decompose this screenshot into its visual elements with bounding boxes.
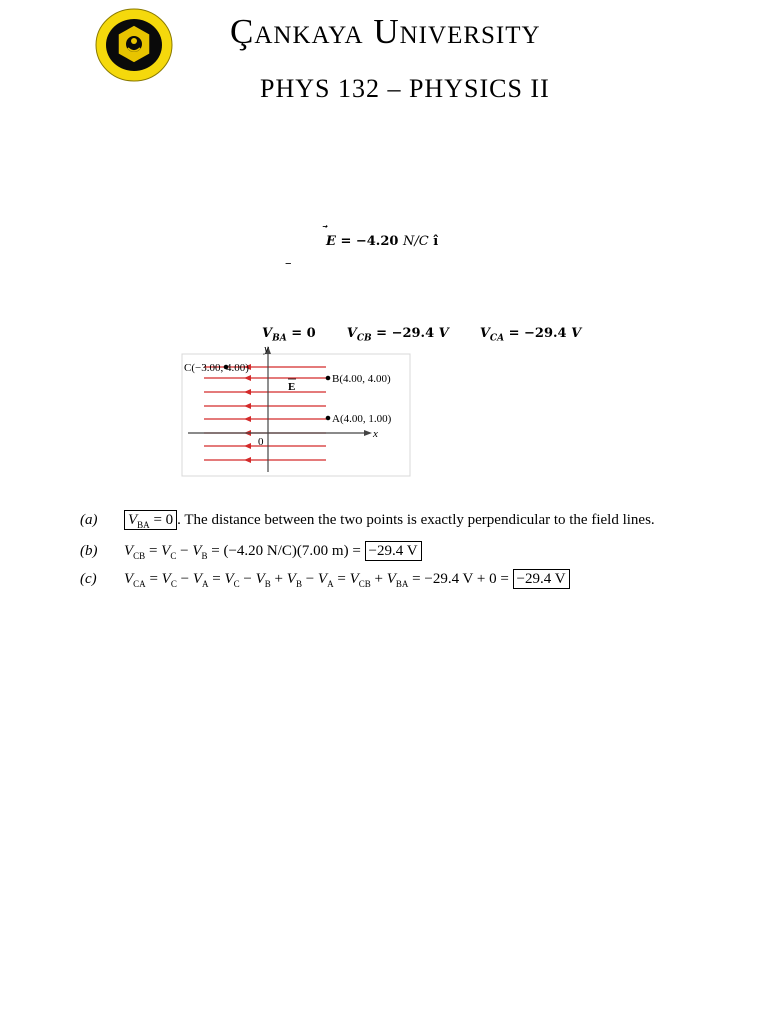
solution-b-rest: = (−4.20 N/C)(7.00 m) = xyxy=(207,543,365,559)
field-symbol: E xyxy=(326,234,336,249)
solution-b-result: −29.4 V xyxy=(365,541,422,561)
solution-b-label: (b) xyxy=(80,543,98,559)
solution-b: (b) $V_{CB} = V_C - V_B = (-4.20$ N/C)(7.00 m) = −29.4 V xyxy=(80,543,422,561)
vcb-unit: V xyxy=(438,326,449,341)
solution-a xyxy=(80,512,655,530)
vca-value: = −29.4 xyxy=(508,326,567,341)
vca-unit: V xyxy=(571,326,582,341)
point-b xyxy=(326,376,331,381)
dash-mark: – xyxy=(285,256,292,271)
solution-a-label: (a) xyxy=(80,512,98,528)
vcb-value: = −29.4 xyxy=(376,326,435,341)
x-axis-label: x xyxy=(373,428,378,440)
solution-c-rest: = −29.4 V + 0 = xyxy=(408,571,513,587)
answers-line xyxy=(262,326,581,344)
solution-a-answer: $V_{BA} = 0$ xyxy=(124,510,177,530)
solution-b-expr: = $V_C - V_B$ xyxy=(148,543,208,561)
solution-c: (c) $V_{CA} = V_C - V_A = V_C - V_B + V_B - V_A = V_{CB} + V_{BA} = -29.4$ V + 0 = −29.4 V xyxy=(80,571,570,589)
university-title: Çankaya University xyxy=(230,12,541,51)
point-b-label: B(4.00, 4.00) xyxy=(332,373,391,385)
university-logo xyxy=(95,8,173,82)
field-label: E xyxy=(288,381,296,393)
electric-field-equation xyxy=(326,234,438,249)
point-a-label: A(4.00, 1.00) xyxy=(332,413,392,425)
field-direction: î xyxy=(433,234,439,249)
vba-value: = 0 xyxy=(291,326,316,341)
point-c-label: C(−3.00, 4.00) xyxy=(184,362,249,374)
solution-c-result: −29.4 V xyxy=(513,569,570,589)
vba-symbol: $V_{BA}$ xyxy=(262,326,287,344)
vcb-symbol: $V_{CB}$ xyxy=(346,326,372,344)
solution-a-text: . The distance between the two points is exactly perpendicular to the field lines. xyxy=(177,512,655,528)
field-unit: N/C xyxy=(402,234,429,249)
solution-c-label: (c) xyxy=(80,571,97,587)
course-title: PHYS 132 – PHYSICS II xyxy=(260,74,550,103)
field-diagram xyxy=(180,342,412,478)
y-axis-label: y xyxy=(264,343,269,355)
vca-symbol: $V_{CA}$ xyxy=(479,326,505,344)
point-a xyxy=(326,416,331,421)
field-value: = −4.20 xyxy=(340,234,399,249)
solution-c-expr: = $V_C - V_A = V_C - V_B + V_B - V_A = V_{CB} + V_{BA}$ xyxy=(149,571,409,589)
origin-label: 0 xyxy=(258,436,264,448)
